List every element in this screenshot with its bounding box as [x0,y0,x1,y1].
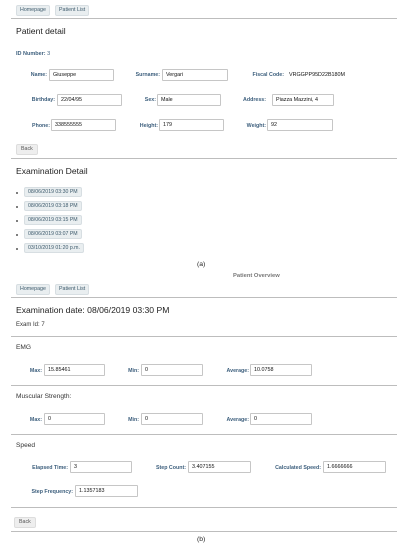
id-number-label-text: ID Number: [16,51,46,57]
muscular-average-field[interactable]: 0 [250,413,312,425]
list-bullet [16,206,18,208]
divider [11,18,397,19]
nav-patient-list-button[interactable]: Patient List [55,5,89,16]
exam-link[interactable]: 08/06/2019 03:30 PM [24,187,82,197]
muscular-max-label: Max: [29,417,42,423]
back-button[interactable]: Back [16,144,38,155]
muscular-min-label: Min: [128,417,139,423]
figure-caption-a: (a) [197,261,206,268]
elapsed-time-field[interactable]: 3 [70,461,132,473]
muscular-max-field[interactable]: 0 [44,413,105,425]
patient-overview-heading: Patient Overview [233,273,280,279]
examination-date-title: Examination date: 08/06/2019 03:30 PM [16,305,170,315]
examination-detail-title: Examination Detail [16,166,88,176]
surname-field[interactable]: Vergari [162,69,228,81]
step-frequency-field[interactable]: 1.1357183 [75,485,138,497]
nav-homepage-button[interactable]: Homepage [16,5,50,16]
calculated-speed-label: Calculated Speed: [275,465,321,471]
muscular-min-field[interactable]: 0 [141,413,203,425]
emg-max-field[interactable]: 15.85461 [44,364,105,376]
emg-min-field[interactable]: 0 [141,364,203,376]
birthday-field[interactable]: 22/04/95 [57,94,122,106]
list-bullet [16,234,18,236]
muscular-strength-section-title: Muscular Strength: [16,393,72,400]
emg-average-label: Average: [226,368,249,374]
exam-id: Exam Id: 7 [16,322,45,328]
elapsed-time-label: Elapsed Time: [32,465,68,471]
weight-field[interactable]: 92 [267,119,333,131]
step-frequency-label: Step Frequency: [31,489,73,495]
page-title: Patient detail [16,26,66,36]
height-label: Height: [139,123,158,129]
sex-label: Sex: [144,97,156,103]
emg-min-label: Min: [128,368,139,374]
divider [11,385,397,386]
exam-link[interactable]: 03/10/2019 01:20 p.m. [24,243,84,253]
height-field[interactable]: 179 [159,119,224,131]
nav-homepage-button[interactable]: Homepage [16,284,50,295]
list-bullet [16,248,18,250]
figure-caption-b: (b) [197,536,206,543]
fiscal-code-label: Fiscal Code: [252,72,284,78]
exam-link[interactable]: 08/06/2019 03:18 PM [24,201,82,211]
id-number-value: 3 [47,51,51,57]
emg-average-field[interactable]: 10.0758 [250,364,312,376]
phone-label: Phone: [32,123,50,129]
emg-max-label: Max: [29,368,42,374]
weight-label: Weight: [246,123,266,129]
exam-link[interactable]: 08/06/2019 03:15 PM [24,215,82,225]
step-count-label: Step Count: [155,465,186,471]
name-label: Name: [30,72,47,78]
id-number-label [16,51,50,57]
divider [11,507,397,508]
divider [11,434,397,435]
divider [11,531,397,532]
emg-section-title: EMG [16,344,32,351]
muscular-average-label: Average: [226,417,249,423]
address-label: Address: [243,97,266,103]
nav-patient-list-button[interactable]: Patient List [55,284,89,295]
fiscal-code-field[interactable]: VRGGPP95D22B180M [285,69,363,81]
name-field[interactable]: Giuseppe [49,69,114,81]
surname-label: Surname: [135,72,160,78]
divider [11,336,397,337]
back-button[interactable]: Back [14,517,36,528]
sex-field[interactable]: Male [157,94,221,106]
step-count-field[interactable]: 3.407155 [188,461,251,473]
list-bullet [16,192,18,194]
list-bullet [16,220,18,222]
calculated-speed-field[interactable]: 1.6666666 [323,461,386,473]
address-field[interactable]: Piazza Mazzini, 4 [272,94,334,106]
exam-link[interactable]: 08/06/2019 03:07 PM [24,229,82,239]
speed-section-title: Speed [16,442,36,449]
divider [11,297,397,298]
birthday-label: Birthday: [31,97,55,103]
phone-field[interactable]: 338555555 [51,119,116,131]
divider [11,158,397,159]
